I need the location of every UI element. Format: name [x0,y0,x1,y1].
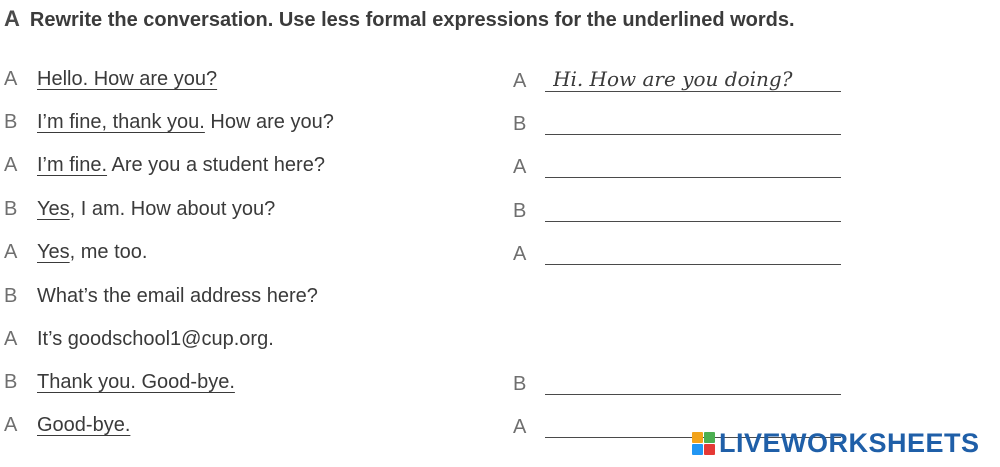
speaker-label: A [4,414,18,436]
speaker-label: B [4,285,18,307]
line-text [37,328,274,351]
underlined-phrase: Good-bye. [37,414,131,436]
underlined-phrase: I’m fine. [37,154,108,176]
answer-input[interactable] [545,152,841,178]
line-text [37,111,334,134]
line-text [37,154,325,177]
line-text [37,285,318,308]
speaker-label: A [4,68,18,90]
underlined-phrase: Yes [37,198,70,220]
answer-speaker-label: B [513,373,527,395]
line-text [37,241,147,264]
line-rest: What’s the email address here? [37,285,318,307]
line-text [37,198,275,221]
logo-mark-icon [692,432,715,455]
speaker-label: B [4,111,18,133]
conversation-line [0,235,1000,275]
exercise-heading [4,6,795,32]
line-rest: , I am. How about you? [69,198,276,220]
speaker-label: A [4,328,18,350]
answer-speaker-label: B [513,113,527,135]
conversation-line [0,365,1000,405]
answer-input[interactable] [545,239,841,265]
answer-input[interactable] [545,196,841,222]
underlined-phrase: Yes [37,241,70,263]
line-text [37,371,235,394]
conversation-line [0,105,1000,145]
speaker-label: A [4,241,18,263]
line-rest: , me too. [69,241,148,263]
logo-mark-tile [704,444,715,455]
exercise-instruction: Rewrite the conversation. Use less formal expressions for the underlined words. [29,9,795,31]
logo-mark-tile [692,432,703,443]
answer-speaker-label: A [513,416,527,438]
logo-mark-tile [692,444,703,455]
underlined-phrase: Hello. How are you? [37,68,218,90]
logo-text: LIVEWORKSHEETS [719,427,980,458]
conversation-line [0,322,1000,362]
exercise-letter: A [4,6,20,31]
line-rest: How are you? [204,111,334,133]
line-text [37,68,217,91]
line-rest: It’s goodschool1@cup.org. [37,328,274,350]
conversation-line [0,148,1000,188]
conversation-line [0,192,1000,232]
line-rest: Are you a student here? [107,154,325,176]
logo-mark-tile [704,432,715,443]
answer-speaker-label: B [513,200,527,222]
answer-input[interactable] [545,369,841,395]
answer-speaker-label: A [513,243,527,265]
line-text [37,414,130,437]
conversation-line [0,62,1000,102]
answer-speaker-label: A [513,70,527,92]
liveworksheets-logo [692,428,980,458]
underlined-phrase: I’m fine, thank you. [37,111,205,133]
speaker-label: A [4,154,18,176]
speaker-label: B [4,371,18,393]
conversation-line [0,279,1000,319]
answer-input[interactable] [545,109,841,135]
answer-input[interactable] [545,66,841,92]
underlined-phrase: Thank you. Good-bye. [37,371,235,393]
speaker-label: B [4,198,18,220]
answer-speaker-label: A [513,156,527,178]
